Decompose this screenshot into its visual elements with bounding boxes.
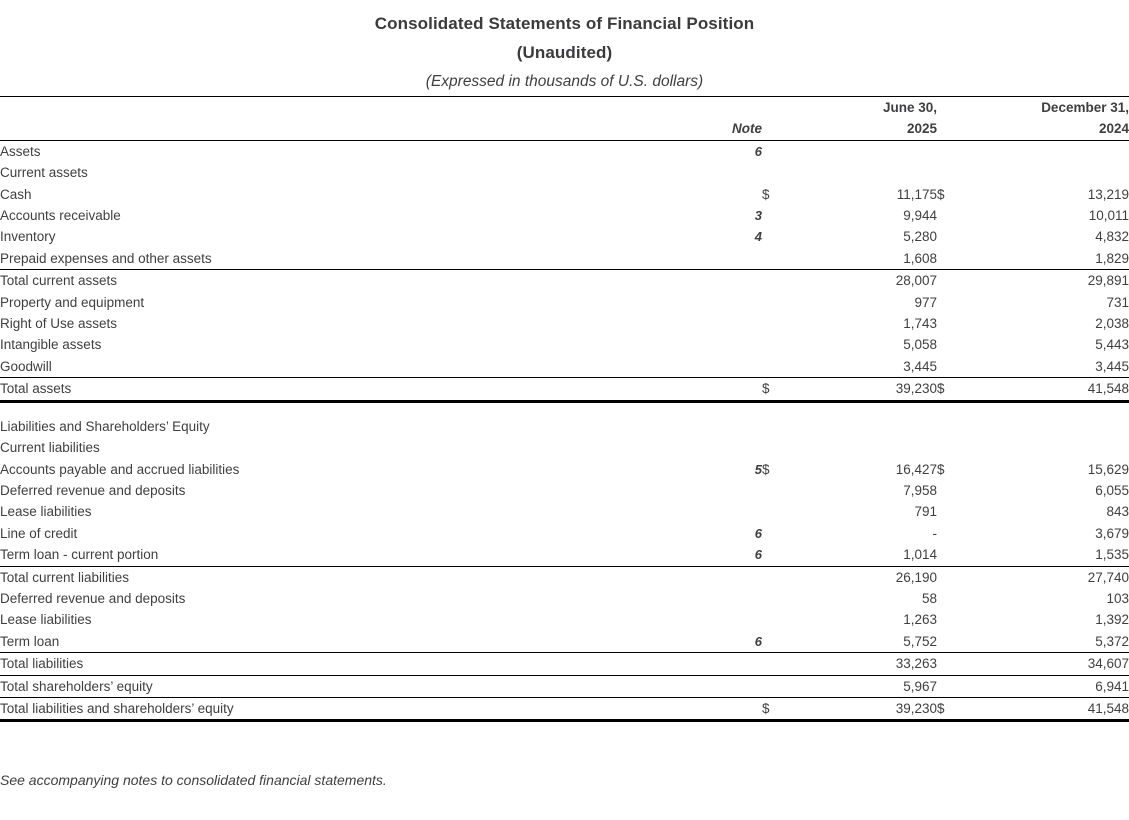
row-value-june-2025: 3,445 [903, 358, 937, 374]
table-row [0, 184, 1129, 205]
row-currency-2: $ [937, 697, 967, 720]
row-label: Total assets [0, 378, 700, 401]
row-label: Total shareholders’ equity [0, 675, 700, 697]
row-currency-2 [937, 226, 967, 247]
table-row [0, 248, 1129, 270]
row-value-december-2024: 731 [1106, 294, 1129, 310]
row-value-december-2024: 10,011 [1088, 208, 1129, 224]
row-currency-1 [762, 523, 792, 544]
spacer-cell [0, 401, 700, 416]
row-value-june-2025: 39,230 [792, 697, 937, 720]
header-blank-cur1-2 [762, 118, 792, 140]
row-note [700, 675, 762, 697]
header-blank-label-2 [0, 118, 700, 140]
row-note [700, 697, 762, 720]
spacer-cell [937, 401, 967, 416]
row-value-december-2024: 34,607 [967, 653, 1129, 675]
row-value-december-2024: 3,679 [1095, 525, 1129, 541]
row-currency-1: $ [762, 186, 770, 202]
row-currency-2 [937, 544, 967, 566]
row-label: Total current assets [0, 270, 700, 292]
row-label: Deferred revenue and deposits [0, 482, 186, 498]
row-currency-2 [937, 356, 967, 378]
subsection-heading-current-liabilities [0, 437, 1129, 458]
header-note-label: Note [700, 118, 762, 140]
header-col1-line1: June 30, [792, 97, 937, 119]
row-value-december-2024: 3,445 [1095, 358, 1129, 374]
row-value-december-2024: 13,219 [1087, 186, 1129, 202]
subsection-heading-note [700, 162, 762, 183]
section-heading-cur2 [937, 140, 967, 162]
row-label: Prepaid expenses and other assets [0, 250, 212, 266]
row-note [700, 501, 762, 522]
row-currency-2 [937, 480, 967, 501]
table-row [0, 356, 1129, 378]
table-row [0, 313, 1129, 334]
row-currency-1 [762, 675, 792, 697]
row-currency-1 [762, 588, 792, 609]
row-currency-1 [762, 631, 792, 653]
row-note [700, 356, 762, 378]
row-note [700, 566, 762, 588]
row-label: Total current liabilities [0, 566, 700, 588]
section-heading-cur1 [762, 140, 792, 162]
row-currency-2: $ [937, 461, 945, 477]
row-label: Inventory [0, 229, 56, 245]
page-subtitle: (Unaudited) [516, 43, 613, 62]
spacer-cell [792, 401, 937, 416]
row-note [700, 313, 762, 334]
row-currency-1 [762, 334, 792, 355]
accompanying-notes-text: See accompanying notes to consolidated financial statements. [0, 772, 387, 789]
row-currency-1: $ [762, 697, 792, 720]
section-heading-val2 [967, 416, 1129, 437]
row-currency-1 [762, 292, 792, 313]
table-row [0, 544, 1129, 566]
table-row [0, 501, 1129, 522]
row-value-december-2024: 103 [1106, 590, 1129, 606]
table-header-row-line1 [0, 97, 1129, 119]
row-value-june-2025: - [932, 525, 937, 541]
table-row-total-equity [0, 675, 1129, 697]
spacer-cell [700, 401, 762, 416]
subsection-heading-val2 [967, 162, 1129, 183]
row-currency-2 [937, 653, 967, 675]
row-currency-2 [937, 270, 967, 292]
row-value-june-2025: 5,967 [792, 675, 937, 697]
table-row [0, 609, 1129, 630]
row-value-june-2025: 5,280 [903, 229, 937, 245]
row-value-june-2025: 1,608 [903, 250, 937, 266]
row-currency-1 [762, 248, 792, 270]
subsection-heading-cur2 [937, 162, 967, 183]
row-value-june-2025: 977 [914, 294, 937, 310]
section-heading-assets [0, 140, 1129, 162]
row-label: Term loan [0, 633, 60, 649]
subsection-heading-cur1 [762, 437, 792, 458]
row-value-december-2024: 6,941 [967, 675, 1129, 697]
row-currency-2 [937, 523, 967, 544]
row-currency-1 [762, 653, 792, 675]
section-heading-val1 [792, 140, 937, 162]
row-value-june-2025: 1,263 [903, 612, 937, 628]
table-row [0, 226, 1129, 247]
table-row-total [0, 566, 1129, 588]
row-value-december-2024: 2,038 [1095, 316, 1129, 332]
row-currency-2 [937, 292, 967, 313]
row-note: 6 [754, 525, 762, 541]
section-heading-note [700, 416, 762, 437]
spacer-cell [967, 401, 1129, 416]
row-label: Property and equipment [0, 294, 145, 310]
table-row-total [0, 270, 1129, 292]
subsection-heading-val1 [792, 162, 937, 183]
row-note [700, 609, 762, 630]
row-value-december-2024: 41,548 [967, 697, 1129, 720]
row-value-december-2024: 41,548 [967, 378, 1129, 401]
table-row [0, 480, 1129, 501]
row-label: Total liabilities and shareholders’ equity [0, 697, 700, 720]
row-value-june-2025: 1,014 [903, 547, 937, 563]
table-row [0, 523, 1129, 544]
row-note [700, 184, 762, 205]
row-label: Accounts receivable [0, 208, 121, 224]
row-value-december-2024: 1,829 [1095, 250, 1129, 266]
row-currency-1 [762, 313, 792, 334]
subsection-heading-current-assets [0, 162, 1129, 183]
row-value-december-2024: 1,392 [1095, 612, 1129, 628]
header-col1-line2: 2025 [792, 118, 937, 140]
subsection-heading-note [700, 437, 762, 458]
document-header [0, 0, 1129, 96]
section-spacer [0, 401, 1129, 416]
header-blank-label [0, 97, 700, 119]
balance-sheet-table [0, 96, 1129, 722]
section-heading-label: Liabilities and Shareholders’ Equity [0, 418, 210, 434]
row-value-june-2025: 11,175 [896, 186, 937, 202]
row-note [700, 378, 762, 401]
row-note [700, 270, 762, 292]
row-note [700, 653, 762, 675]
header-blank-cur1 [762, 97, 792, 119]
row-currency-2 [937, 313, 967, 334]
page-title: Consolidated Statements of Financial Position [374, 14, 755, 33]
row-note: 6 [754, 547, 762, 563]
row-value-june-2025: 58 [921, 590, 937, 606]
row-currency-1 [762, 226, 792, 247]
header-blank-cur2 [937, 97, 967, 119]
row-currency-2 [937, 566, 967, 588]
section-heading-note: 6 [754, 143, 762, 159]
row-value-december-2024: 27,740 [967, 566, 1129, 588]
subsection-heading-label: Current assets [0, 165, 88, 181]
table-row [0, 459, 1129, 480]
row-label: Lease liabilities [0, 504, 92, 520]
row-currency-1 [762, 480, 792, 501]
table-row [0, 292, 1129, 313]
table-row-grand-total-assets [0, 378, 1129, 401]
table-row-total-liabilities [0, 653, 1129, 675]
row-label: Cash [0, 186, 32, 202]
currency-units-note: (Expressed in thousands of U.S. dollars) [425, 73, 704, 90]
row-note: 6 [754, 633, 762, 649]
row-value-december-2024: 5,372 [1095, 633, 1129, 649]
row-currency-1 [762, 270, 792, 292]
subsection-heading-cur2 [937, 437, 967, 458]
row-note: 4 [754, 229, 762, 245]
row-currency-2 [937, 588, 967, 609]
row-value-june-2025: 1,743 [903, 316, 937, 332]
subsection-heading-val1 [792, 437, 937, 458]
row-label: Intangible assets [0, 337, 102, 353]
row-label: Goodwill [0, 358, 52, 374]
row-note: 5 [754, 461, 762, 477]
row-label: Right of Use assets [0, 316, 118, 332]
subsection-heading-label: Current liabilities [0, 440, 100, 456]
row-value-december-2024: 6,055 [1095, 482, 1129, 498]
row-label: Line of credit [0, 525, 78, 541]
row-note [700, 334, 762, 355]
section-heading-liabilities-equity [0, 416, 1129, 437]
row-value-december-2024: 1,535 [1095, 547, 1129, 563]
row-note [700, 480, 762, 501]
table-row-grand-total-liabilities-equity [0, 697, 1129, 720]
row-value-december-2024: 5,443 [1095, 337, 1129, 353]
row-currency-1 [762, 609, 792, 630]
subsection-heading-val2 [967, 437, 1129, 458]
spacer-cell [762, 401, 792, 416]
section-heading-cur2 [937, 416, 967, 437]
section-heading-val2 [967, 140, 1129, 162]
row-value-december-2024: 15,629 [1087, 461, 1129, 477]
row-note [700, 588, 762, 609]
row-value-june-2025: 9,944 [903, 208, 937, 224]
row-value-june-2025: 16,427 [895, 461, 937, 477]
row-value-june-2025: 5,058 [903, 337, 937, 353]
row-currency-2 [937, 675, 967, 697]
row-label: Term loan - current portion [0, 547, 159, 563]
section-heading-label: Assets [0, 143, 41, 159]
row-note [700, 248, 762, 270]
row-label: Deferred revenue and deposits [0, 590, 186, 606]
table-row [0, 588, 1129, 609]
row-label: Accounts payable and accrued liabilities [0, 461, 240, 477]
row-currency-2 [937, 501, 967, 522]
row-value-june-2025: 28,007 [792, 270, 937, 292]
row-currency-1: $ [762, 378, 792, 401]
row-value-june-2025: 33,263 [792, 653, 937, 675]
section-heading-cur1 [762, 416, 792, 437]
row-value-june-2025: 39,230 [792, 378, 937, 401]
header-col2-line1: December 31, [967, 97, 1129, 119]
row-value-december-2024: 29,891 [967, 270, 1129, 292]
row-currency-2 [937, 205, 967, 226]
row-currency-1 [762, 566, 792, 588]
header-blank-note [700, 97, 762, 119]
header-blank-cur2-2 [937, 118, 967, 140]
row-label: Lease liabilities [0, 612, 92, 628]
row-currency-1 [762, 205, 792, 226]
table-row [0, 205, 1129, 226]
section-heading-val1 [792, 416, 937, 437]
table-row [0, 631, 1129, 653]
row-currency-1 [762, 501, 792, 522]
row-currency-2 [937, 248, 967, 270]
row-value-june-2025: 5,752 [903, 633, 937, 649]
row-value-june-2025: 791 [914, 504, 937, 520]
header-col2-line2: 2024 [967, 118, 1129, 140]
row-currency-2: $ [937, 186, 945, 202]
subsection-heading-cur1 [762, 162, 792, 183]
row-currency-2: $ [937, 378, 967, 401]
row-currency-2 [937, 334, 967, 355]
row-note [700, 292, 762, 313]
table-header-row-line2 [0, 118, 1129, 140]
row-note: 3 [754, 208, 762, 224]
row-currency-1 [762, 356, 792, 378]
row-currency-1 [762, 544, 792, 566]
row-value-june-2025: 7,958 [903, 482, 937, 498]
row-currency-2 [937, 609, 967, 630]
row-label: Total liabilities [0, 653, 700, 675]
row-currency-1: $ [762, 461, 770, 477]
row-value-december-2024: 843 [1106, 504, 1129, 520]
row-value-june-2025: 26,190 [792, 566, 937, 588]
row-currency-2 [937, 631, 967, 653]
table-row [0, 334, 1129, 355]
row-value-december-2024: 4,832 [1095, 229, 1129, 245]
